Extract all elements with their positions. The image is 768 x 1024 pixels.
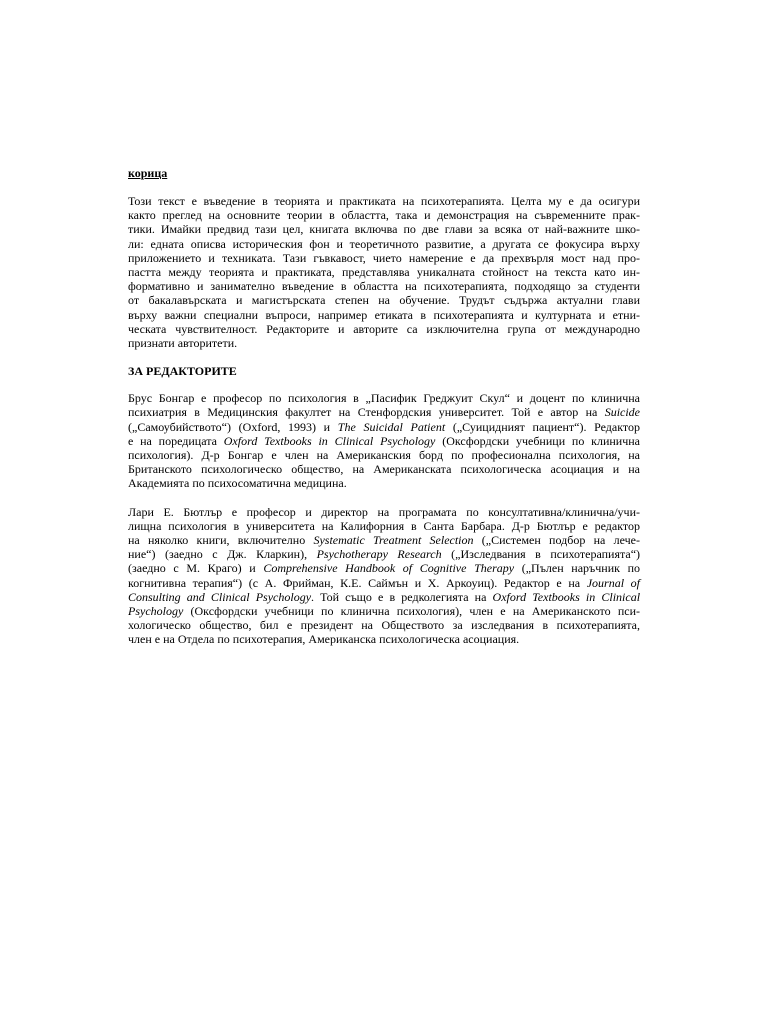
- beutler-line: (заедно с М. Краго) и Comprehensive Handbook of Cognitive Therapy („Пълен наръчник по: [128, 561, 641, 576]
- cover-line: тики. Имайки предвид тази цел, книгата включва по две глави за всяка от най-важните шко-: [128, 222, 640, 237]
- beutler-line: ние“) (заедно с Дж. Кларкин), Psychotherapy Research („Изследвания в психотерапията“): [128, 547, 641, 562]
- bongar-line: Брус Бонгар е професор по психология в „Пасифик Греджуит Скул“ и доцент по клинична: [128, 391, 640, 406]
- cover-line: пастта между теорията и практиката, представлява уникалната стойност на текста като ин-: [128, 265, 640, 280]
- beutler-line: на няколко книги, включително Systematic Treatment Selection („Системен подбор на лече-: [128, 533, 640, 548]
- cover-line: върху важни специални въпроси, например етиката в психотерапията и културната и етни-: [128, 307, 640, 322]
- editors-heading: ЗА РЕДАКТОРИТЕ: [128, 364, 237, 379]
- cover-line: ческата чувствителност. Редакторите и авторите са изключителна група от международно: [128, 321, 640, 336]
- series-title: Oxford Textbooks in Clinical: [492, 589, 641, 604]
- cover-line: Този текст е въведение в теорията и практиката на психотерапията. Целта му е да осигури: [128, 194, 640, 208]
- document-page: [128, 166, 640, 647]
- beutler-line: хологическо общество, бил е президент на Обществото за изследвания в психотерапията,: [128, 618, 640, 633]
- bongar-line: Академията по психосоматична медицина.: [128, 476, 347, 491]
- cover-heading: корица: [128, 166, 168, 180]
- bongar-line: Британското психологическо общество, на Американската психологическа асоциация и на: [128, 462, 640, 477]
- bongar-line: („Самоубийството“) (Oxford, 1993) и The Suicidal Patient („Суицидният пациент“). Редактор: [128, 419, 640, 434]
- beutler-line: член е на Отдела по психотерапия, Американска психологическа асоциация.: [128, 632, 520, 647]
- beutler-line: когнитивна терапия“) (с А. Фрийман, К.Е. Саймън и Х. Аркоуиц). Редактор е на Journal of: [128, 575, 640, 590]
- cover-line: признати авторитети.: [128, 336, 238, 351]
- cover-paragraph: [128, 194, 640, 350]
- series-title: Psychology: [128, 604, 184, 619]
- bongar-line: психиатрия в Медицинския факултет на Стенфордския университет. Той е автор на Suicide: [128, 405, 641, 420]
- journal-title: Consulting and Clinical Psychology: [128, 589, 312, 604]
- book-title: Psychotherapy Research: [316, 547, 442, 562]
- cover-line: от бакалавърската и магистърската степен на обучение. Трудът съдържа актуални глави: [128, 293, 640, 308]
- beutler-line: лищна психология в университета на Калифорния в Санта Барбара. Д-р Бютлър е редактор: [128, 518, 640, 533]
- book-title: Suicide: [604, 405, 641, 420]
- journal-title: Journal of: [586, 575, 640, 590]
- cover-line: формативно и занимателно въведение в областта на психотерапията, подходящо за студенти: [128, 279, 640, 294]
- book-title: Comprehensive Handbook of Cognitive Therapy: [263, 561, 515, 576]
- book-title: The Suicidal Patient: [337, 419, 446, 434]
- beutler-line: Psychology (Оксфордски учебници по клинична психология), член е на Американското пси-: [128, 604, 641, 619]
- bongar-line: е на поредицата Oxford Textbooks in Clinical Psychology (Оксфордски учебници по клинична: [128, 433, 641, 448]
- bongar-paragraph: [128, 391, 640, 490]
- section-gap: [128, 350, 640, 364]
- paragraph-gap: [128, 491, 640, 505]
- cover-line: както преглед на основните теории в областта, така и демонстрация на съвременните прак-: [128, 208, 640, 223]
- bongar-line: психология). Д-р Бонгар е член на Американския борд по професионална психология, на: [128, 448, 640, 463]
- cover-line: приложението и техниката. Тази гъвкавост, чието намерение е да прехвърля мост над про-: [128, 250, 640, 265]
- beutler-paragraph: [128, 505, 640, 647]
- cover-line: ли: едната описва историческия фон и теоретичното развитие, а другата се фокусира върху: [128, 236, 640, 251]
- book-title: Systematic Treatment Selection: [313, 533, 474, 548]
- beutler-line: Лари Е. Бютлър е професор и директор на програмата по консултативна/клинична/учи-: [128, 504, 640, 519]
- beutler-line: Consulting and Clinical Psychology. Той също е в редколегията на Oxford Textbooks in Clinical: [128, 589, 641, 604]
- series-title: Oxford Textbooks in Clinical Psychology: [223, 433, 436, 448]
